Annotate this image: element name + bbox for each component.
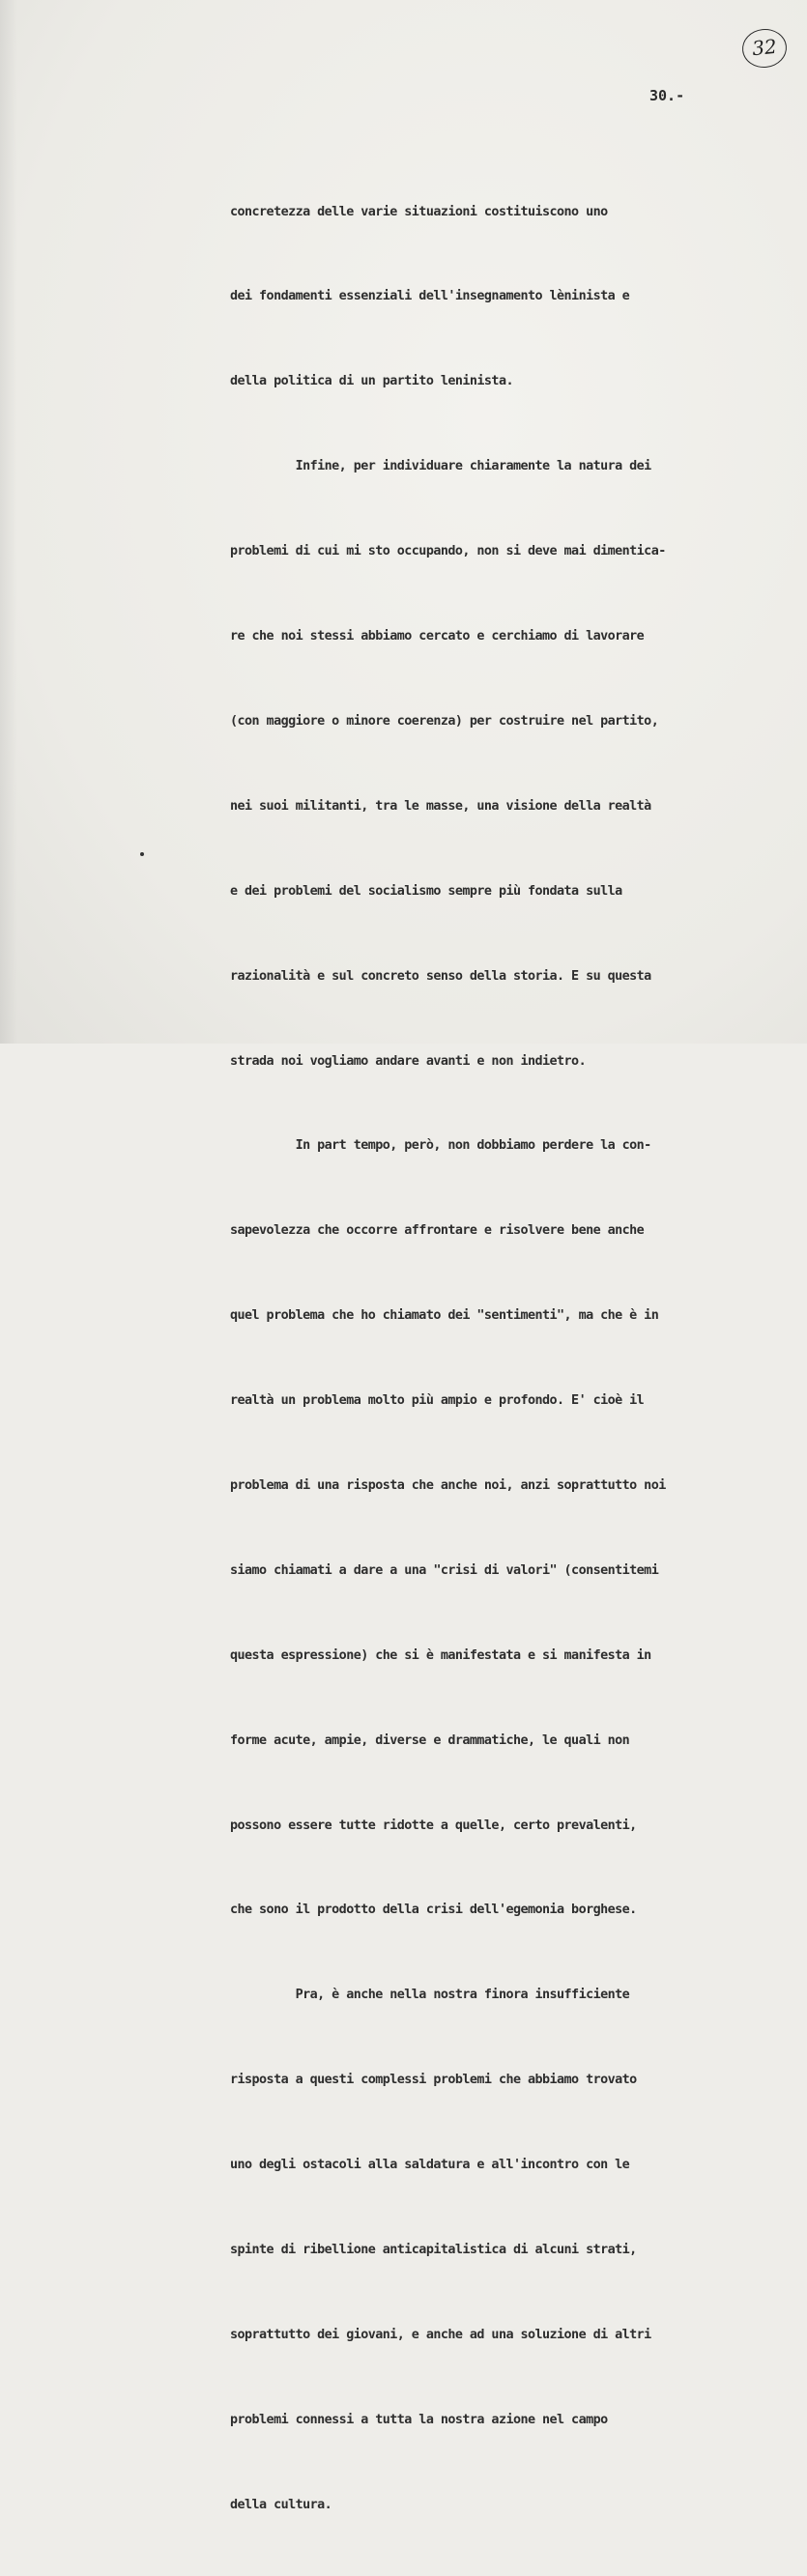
text-line: Pra, è anche nella nostra finora insufficiente [230, 1988, 630, 2003]
text-line: questa espressione) che si è manifestata e si manifesta in [230, 1647, 651, 1663]
text-line: Infine, per individuare chiaramente la natura dei [230, 459, 651, 474]
text-line: che sono il prodotto della crisi dell'egemonia borghese. [230, 1903, 637, 1918]
text-line: sapevolezza che occorre affrontare e risolvere bene anche [230, 1223, 645, 1239]
text-line: dei fondamenti essenziali dell'insegnamento lèninista e [230, 289, 630, 304]
text-line: della cultura. [230, 2497, 332, 2512]
text-line: della politica di un partito leninista. [230, 374, 513, 389]
page-edge-shadow [0, 0, 17, 1044]
text-line: re che noi stessi abbiamo cercato e cerchiamo di lavorare [230, 629, 645, 644]
text-line: concretezza delle varie situazioni costituiscono uno [230, 204, 608, 219]
text-line: forme acute, ampie, diverse e drammatiche, le quali non [230, 1732, 630, 1748]
typed-text-body [230, 141, 786, 2576]
text-line: spinte di ribellione anticapitalistica di alcuni strati, [230, 2242, 637, 2257]
text-line: uno degli ostacoli alla saldatura e all'incontro con le [230, 2158, 630, 2173]
text-line: strada noi vogliamo andare avanti e non indietro. [230, 1053, 587, 1069]
text-line: problema di una risposta che anche noi, anzi soprattutto noi [230, 1477, 666, 1493]
text-line: possono essere tutte ridotte a quelle, certo prevalenti, [230, 1818, 637, 1833]
page-number: 30.- [649, 87, 685, 104]
ink-dot-mark [140, 852, 144, 856]
text-line: siamo chiamati a dare a una "crisi di valori" (consentitemi [230, 1562, 659, 1578]
text-line: soprattutto dei giovani, e anche ad una soluzione di altri [230, 2327, 651, 2342]
text-line: In part tempo, però, non dobbiamo perdere la con- [230, 1138, 651, 1154]
text-line: problemi connessi a tutta la nostra azione nel campo [230, 2412, 608, 2427]
archive-page-number: 32 [740, 27, 789, 71]
text-line: (con maggiore o minore coerenza) per costruire nel partito, [230, 713, 659, 729]
text-line: realtà un problema molto più ampio e profondo. E' cioè il [230, 1393, 645, 1409]
text-line: nei suoi militanti, tra le masse, una visione della realtà [230, 798, 651, 814]
text-line: quel problema che ho chiamato dei "sentimenti", ma che è in [230, 1308, 659, 1324]
text-line: problemi di cui mi sto occupando, non si deve mai dimentica- [230, 544, 666, 559]
text-line: e dei problemi del socialismo sempre più fondata sulla [230, 883, 622, 899]
text-line: razionalità e sul concreto senso della storia. E su questa [230, 968, 651, 984]
text-line: risposta a questi complessi problemi che abbiamo trovato [230, 2073, 637, 2088]
